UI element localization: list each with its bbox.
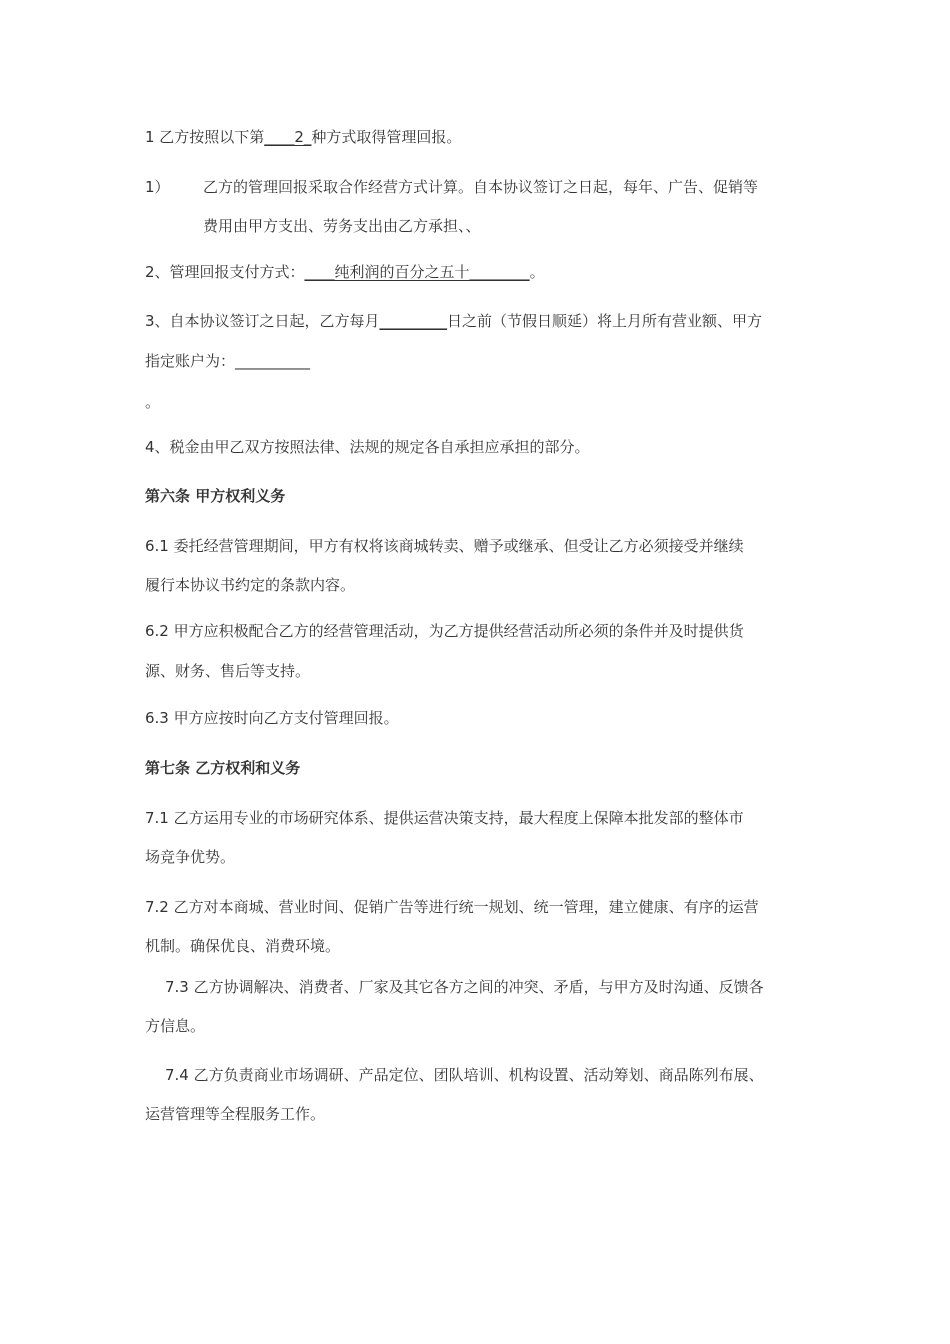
clause-3-text-end: 日之前（节假日顺延）将上月所有营业额、甲方 (447, 312, 763, 330)
clause-7-3-line-1: 7.3 乙方协调解决、消费者、厂家及其它各方之间的冲突、矛盾，与甲方及时沟通、反馈各 (165, 978, 764, 996)
clause-2-text: 2、管理回报支付方式： (145, 263, 305, 281)
account-label: 指定账户为： (145, 352, 236, 370)
clause-3-line-3: 。 (145, 393, 161, 411)
clause-1-paragraph (145, 127, 461, 147)
item-1-number: 1） (145, 178, 170, 196)
clause-7-3-line-2: 方信息。 (145, 1017, 206, 1035)
account-blank: __________ (235, 352, 311, 370)
clause-6-3-paragraph: 6.3 甲方应按时向乙方支付管理回报。 (145, 709, 399, 727)
clause-2-text-end: 。 (529, 263, 545, 281)
article-7-heading: 第七条 乙方权利和义务 (145, 759, 301, 777)
clause-3-text: 3、自本协议签订之日起，乙方每月 (145, 312, 380, 330)
clause-6-2-line-2: 源、财务、售后等支持。 (145, 662, 311, 680)
clause-6-1-line-1: 6.1 委托经营管理期间，甲方有权将该商城转卖、赠予或继承、但受让乙方必须接受并继续 (145, 537, 744, 555)
clause-2-blank: ____纯利润的百分之五十________ (304, 263, 530, 281)
clause-7-4-line-1: 7.4 乙方负责商业市场调研、产品定位、团队培训、机构设置、活动筹划、商品陈列布展、 (165, 1066, 764, 1084)
clause-1-blank: ____2_ (264, 128, 312, 146)
clause-4-paragraph: 4、税金由甲乙双方按照法律、法规的规定各自承担应承担的部分。 (145, 438, 590, 456)
clause-7-4-line-2: 运营管理等全程服务工作。 (145, 1105, 326, 1123)
clause-6-1-line-2: 履行本协议书约定的条款内容。 (145, 576, 356, 594)
item-1-line-2: 费用由甲方支出、劳务支出由乙方承担、、 (203, 217, 481, 235)
item-1-line-1: 乙方的管理回报采取合作经营方式计算。自本协议签订之日起，每年、广告、促销等 (203, 178, 759, 196)
clause-3-line-1 (145, 311, 762, 331)
clause-2-paragraph (145, 262, 545, 282)
clause-7-2-line-2: 机制。确保优良、消费环境。 (145, 937, 341, 955)
clause-7-1-line-1: 7.1 乙方运用专业的市场研究体系、提供运营决策支持，最大程度上保障本批发部的整体市 (145, 809, 744, 827)
clause-7-1-line-2: 场竞争优势。 (145, 848, 236, 866)
clause-1-text-end: 种方式取得管理回报。 (311, 128, 462, 146)
clause-3-blank: _________ (379, 312, 448, 330)
clause-3-line-2 (145, 351, 310, 371)
clause-1-text: 1 乙方按照以下第 (145, 128, 265, 146)
clause-7-2-line-1: 7.2 乙方对本商城、营业时间、促销广告等进行统一规划、统一管理，建立健康、有序的运营 (145, 898, 759, 916)
clause-6-2-line-1: 6.2 甲方应积极配合乙方的经营管理活动，为乙方提供经营活动所必须的条件并及时提供货 (145, 622, 744, 640)
article-6-heading: 第六条 甲方权利义务 (145, 487, 286, 505)
